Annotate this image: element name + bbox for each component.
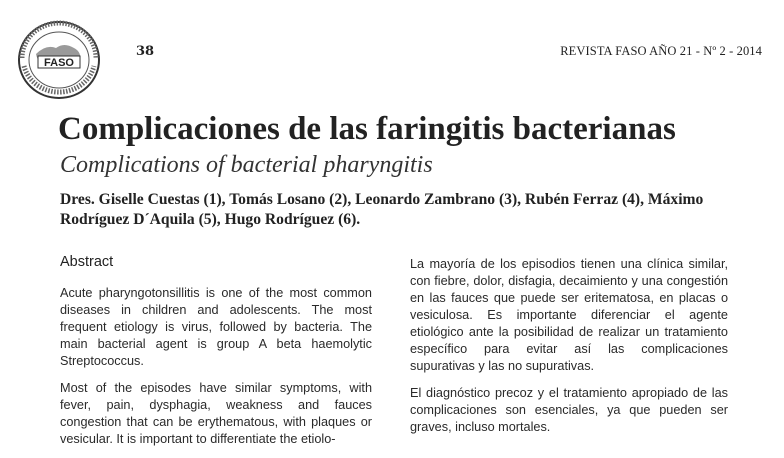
body-paragraph: El diagnóstico precoz y el tratamiento apropiado de las complicaciones son esenciales, ya que pueden ser graves, incluso mortales. (410, 386, 728, 434)
article-subtitle: Complications of bacterial pharyngitis (60, 152, 433, 178)
faso-logo (16, 18, 102, 102)
right-column (410, 256, 728, 446)
page-number: 38 (136, 44, 155, 59)
left-column (60, 254, 372, 458)
body-paragraph: La mayoría de los episodios tienen una clínica similar, con fiebre, dolor, disfagia, decaimiento y una congestión en las fauces que puede ser eritematosa, en placas o vesiculosa. Es importante diferenciar el agente etiológico ante la posibilidad de realizar un tratamiento específico para evitar así las complicaciones supurativas y las no supurativas. (410, 257, 728, 373)
logo-text: FASO (44, 57, 74, 69)
article-title: Complicaciones de las faringitis bacterianas (58, 111, 676, 147)
abstract-paragraph: Acute pharyngotonsillitis is one of the most common diseases in children and adolescents. The most frequent etiology is virus, followed by bacteria. The main bacterial agent is group A beta haemolytic Streptococcus. (60, 286, 372, 368)
abstract-paragraph: Most of the episodes have similar symptoms, with fever, pain, dysphagia, weakness and fauces congestion that can be erythematous, with plaques or vesicular. It is important to differentiate the etiolo- (60, 381, 372, 446)
abstract-heading: Abstract (60, 254, 114, 270)
author-list: Dres. Giselle Cuestas (1), Tomás Losano (2), Leonardo Zambrano (3), Rubén Ferraz (4), Máximo Rodríguez D´Aquila (5), Hugo Rodríguez (6). (60, 191, 704, 228)
journal-header: REVISTA FASO AÑO 21 - Nº 2 - 2014 (560, 44, 762, 58)
